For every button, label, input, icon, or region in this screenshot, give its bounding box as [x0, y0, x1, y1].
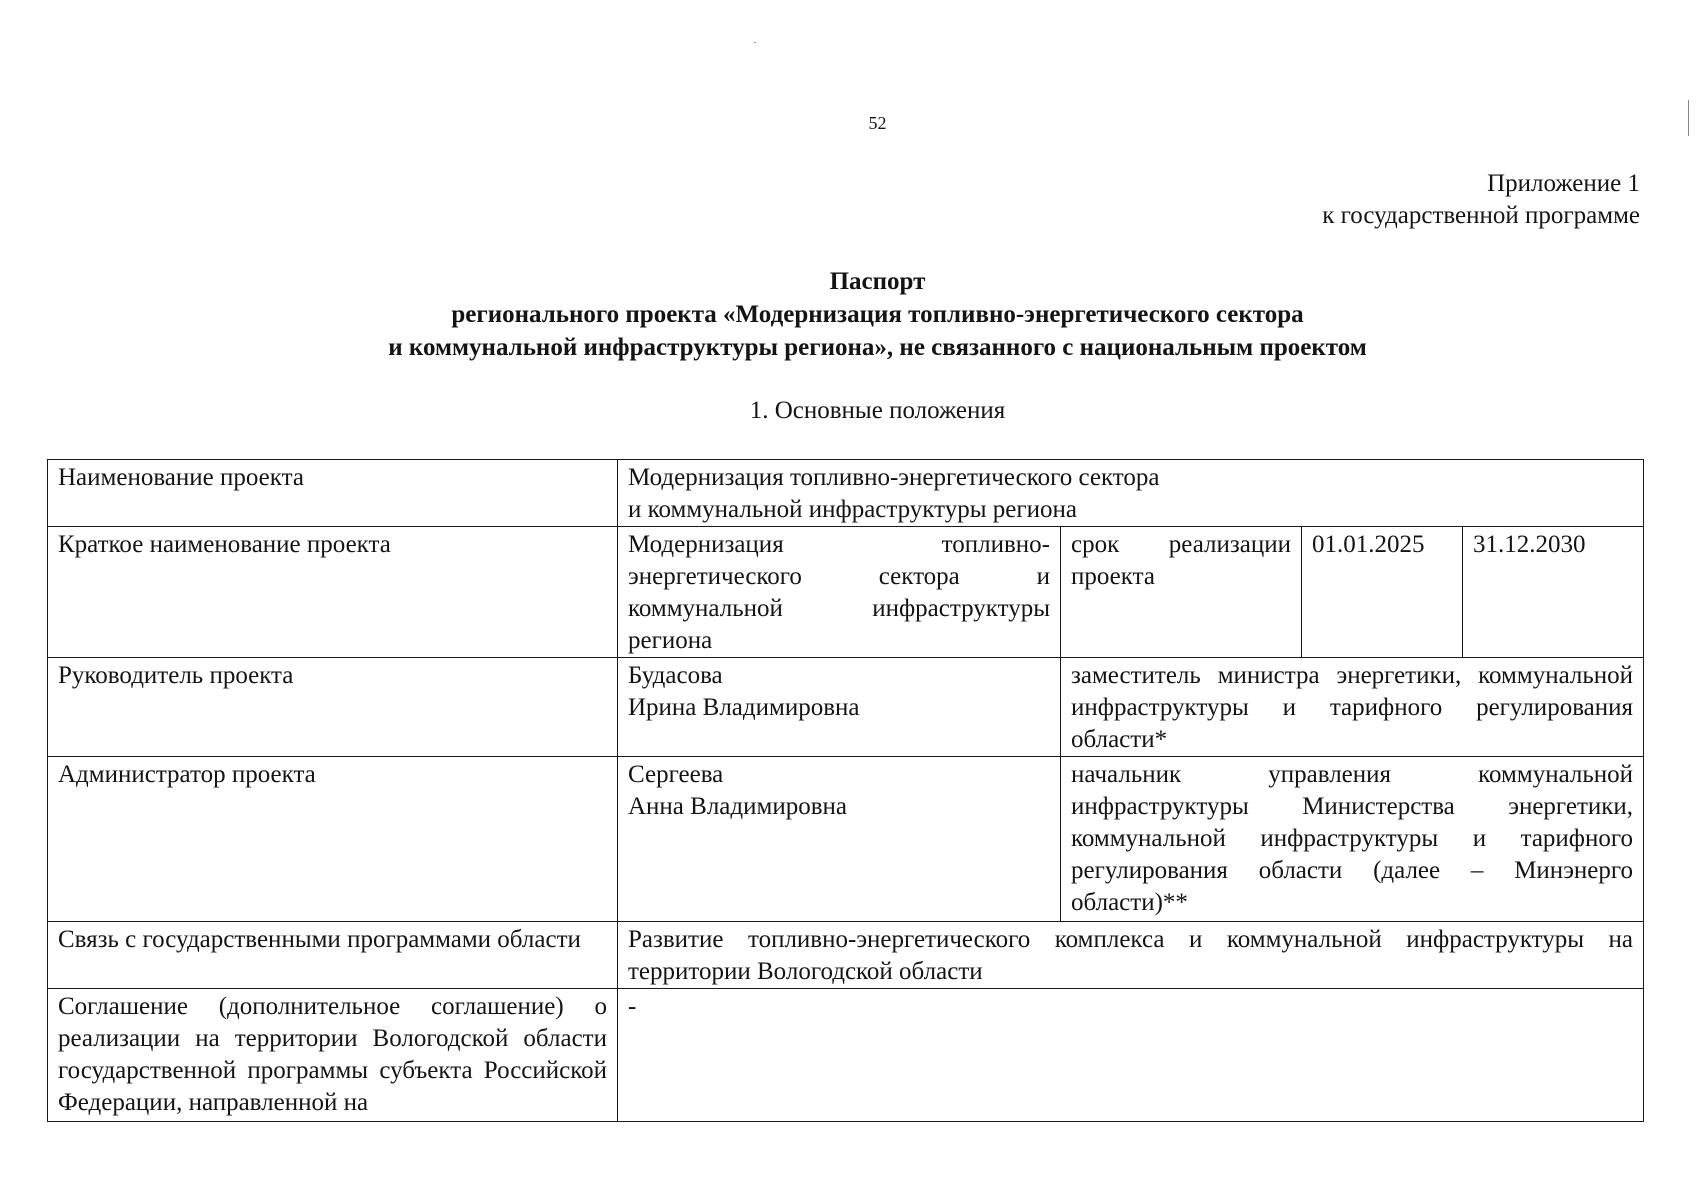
table-row [48, 989, 1644, 1122]
short-name-value: Модернизация топливно-энергетического сектора и коммунальной инфраструктуры региона [618, 527, 1061, 658]
appendix-line-2: к государственной программе [1322, 202, 1640, 229]
table-row [48, 658, 1644, 757]
table-row [48, 527, 1644, 658]
project-name-value: Модернизация топливно-энергетического сектора и коммунальной инфраструктуры региона [618, 460, 1644, 527]
programs-link-value: Развитие топливно-энергетического комплекса и коммунальной инфраструктуры на территории Вологодской области [618, 922, 1644, 989]
table-row [48, 757, 1644, 922]
page-number: 52 [868, 113, 887, 133]
project-admin-person: Сергеева Анна Владимировна [618, 757, 1061, 922]
passport-table [47, 459, 1644, 1122]
appendix-note [1322, 168, 1640, 232]
table-row [48, 922, 1644, 989]
title-line-1: Паспорт [829, 268, 926, 295]
project-admin-position: начальник управления коммунальной инфраструктуры Министерства энергетики, коммунальной инфраструктуры и тарифного регулирования области (далее – Минэнерго области)** [1061, 757, 1644, 922]
agreement-value: - [618, 989, 1644, 1122]
project-admin-label: Администратор проекта [48, 757, 618, 922]
programs-link-label: Связь с государственными программами области [48, 922, 618, 989]
table-row [48, 460, 1644, 527]
agreement-label: Соглашение (дополнительное соглашение) о реализации на территории Вологодской области государственной программы субъекта Российской Федерации, направленной на [48, 989, 618, 1122]
term-label: срок реализации проекта [1061, 527, 1302, 658]
scan-speck [754, 42, 756, 43]
project-head-position: заместитель министра энергетики, коммунальной инфраструктуры и тарифного регулирования области* [1061, 658, 1644, 757]
title-line-2: регионального проекта «Модернизация топливно-энергетического сектора [451, 301, 1304, 328]
title-line-3: и коммунальной инфраструктуры региона», не связанного с национальным проектом [388, 334, 1367, 361]
document-title [0, 265, 1697, 364]
start-date: 01.01.2025 [1302, 527, 1463, 658]
project-head-label: Руководитель проекта [48, 658, 618, 757]
short-name-label: Краткое наименование проекта [48, 527, 618, 658]
end-date: 31.12.2030 [1463, 527, 1644, 658]
section-heading: 1. Основные положения [749, 397, 1006, 424]
project-head-person: Будасова Ирина Владимировна [618, 658, 1061, 757]
appendix-line-1: Приложение 1 [1487, 170, 1640, 197]
project-name-label: Наименование проекта [48, 460, 618, 527]
